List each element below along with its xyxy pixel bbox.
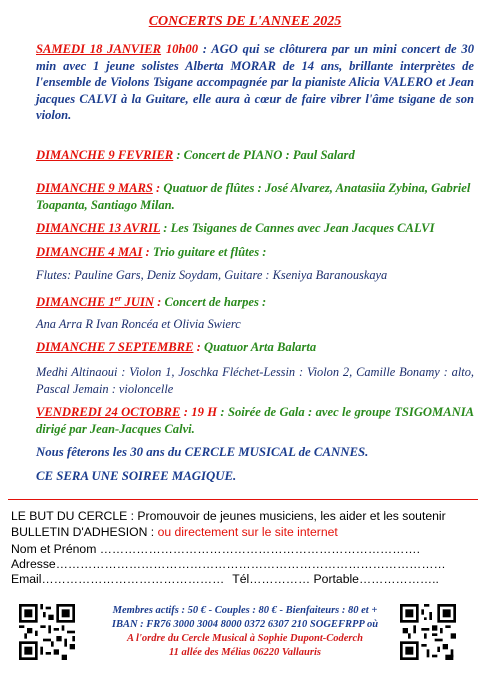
event-piano bbox=[36, 147, 474, 164]
bulletin-line bbox=[11, 525, 481, 540]
event-colon: : bbox=[193, 340, 204, 354]
event-label: : AGO bbox=[198, 42, 238, 56]
membership-fees: Membres actifs : 50 € - Couples : 80 € - Bienfaiteurs : 80 et + bbox=[112, 605, 378, 616]
event-time: 10h00 bbox=[161, 42, 199, 56]
contact-fields bbox=[11, 572, 481, 587]
event-date: DIMANCHE 7 SEPTEMBRE bbox=[36, 340, 194, 354]
email-field[interactable]: Email……………………………………… bbox=[11, 572, 225, 586]
event-description: Trio guitare et flûtes : bbox=[152, 245, 267, 259]
event-time: 19 H bbox=[191, 405, 218, 419]
qr-code-left-icon bbox=[19, 604, 75, 660]
event-date-sup: er bbox=[114, 294, 122, 303]
mobile-field[interactable]: Portable……………….. bbox=[310, 572, 439, 586]
event-performers: Flutes: Pauline Gars, Deniz Soydam, Guitare : Kseniya Baranouskaya bbox=[36, 268, 388, 282]
event-performers: Ana Arra R Ivan Roncéa et Olivia Swierc bbox=[36, 317, 241, 331]
payee: A l'ordre du Cercle Musical à Sophie Dupont-Coderch bbox=[127, 633, 363, 644]
event-colon: : bbox=[142, 245, 153, 259]
event-gala bbox=[36, 404, 474, 437]
closing-magic: CE SERA UNE SOIREE MAGIQUE. bbox=[36, 469, 237, 483]
name-field[interactable]: Nom et Prénom ……………………………………………………………………. bbox=[11, 542, 420, 556]
event-description: : Les Tsiganes de Cannes avec Jean Jacques CALVI bbox=[160, 221, 435, 235]
event-trio bbox=[36, 244, 474, 261]
website-link[interactable]: ou directement sur le site internet bbox=[154, 525, 338, 539]
event-colon: : bbox=[180, 405, 192, 419]
event-description: Quatuor de flûtes : José Alvarez, Anatasiia Zybina, Gabriel Toapanta, Santiago Milan. bbox=[36, 181, 471, 212]
event-description: qui se clôturera par un mini concert de 30 min avec 1 jeune solistes Alberta MORAR de 14 ans, brillante interprètes de l'ensemble de Violons Tsigane accompagnée par la pianiste Alicia VALERO et Jean jacques CALVI à la Guitare, elle aura à cœur de faire vibrer l'âme tsigane de son violon. bbox=[36, 42, 474, 122]
event-quatuor bbox=[36, 339, 474, 356]
purpose-line bbox=[11, 509, 481, 524]
event-description: Concert de harpes : bbox=[164, 295, 267, 310]
event-colon: : bbox=[153, 295, 165, 310]
bulletin-label: BULLETIN D'ADHESION : bbox=[11, 525, 155, 539]
event-description: Quatuor Arta Balarta bbox=[203, 340, 317, 354]
membership-footer bbox=[80, 604, 410, 660]
event-harpes bbox=[36, 291, 474, 311]
event-description: : Soirée de Gala : avec le groupe TSIGOMANIA dirigé par Jean-Jacques Calvi. bbox=[36, 405, 474, 436]
event-colon: : bbox=[152, 181, 164, 195]
event-date: DIMANCHE 9 FEVRIER bbox=[36, 148, 174, 162]
event-date: DIMANCHE 9 MARS bbox=[36, 181, 153, 195]
event-description: : Concert de PIANO : Paul Salard bbox=[173, 148, 355, 162]
purpose-label: LE BUT DU CERCLE bbox=[11, 509, 128, 523]
postal-address: 11 allée des Mélias 06220 Vallauris bbox=[169, 647, 321, 658]
iban: IBAN : FR76 3000 3004 8000 0372 6307 210 SOGEFRPP où bbox=[111, 619, 379, 630]
event-date: DIMANCHE 4 MAI bbox=[36, 245, 143, 259]
event-date: DIMANCHE 13 AVRIL bbox=[36, 221, 161, 235]
divider bbox=[8, 499, 478, 500]
event-tsiganes bbox=[36, 220, 474, 237]
page-title: CONCERTS DE L'ANNEE 2025 bbox=[148, 14, 342, 29]
event-performers: Medhi Altinaoui : Violon 1, Joschka Fléchet-Lessin : Violon 2, Camille Bonamy : alto, Pascal Jemain : violoncelle bbox=[36, 365, 474, 396]
event-date: VENDREDI 24 OCTOBRE bbox=[36, 405, 181, 419]
purpose-text: : Promouvoir de jeunes musiciens, les aider et les soutenir bbox=[127, 509, 446, 523]
event-date-main: DIMANCHE 1 bbox=[36, 295, 115, 310]
tel-field[interactable]: Tél…………… bbox=[232, 572, 311, 586]
event-date: SAMEDI 18 JANVIER bbox=[36, 42, 162, 56]
event-date bbox=[36, 295, 154, 309]
event-ago bbox=[36, 41, 474, 124]
event-date-end: JUIN bbox=[121, 295, 154, 310]
event-flutes bbox=[36, 180, 474, 213]
closing-anniversary: Nous fêterons les 30 ans du CERCLE MUSICAL de CANNES. bbox=[36, 445, 369, 459]
address-field[interactable]: Adresse…………………………………………………………………………………… bbox=[11, 557, 446, 571]
